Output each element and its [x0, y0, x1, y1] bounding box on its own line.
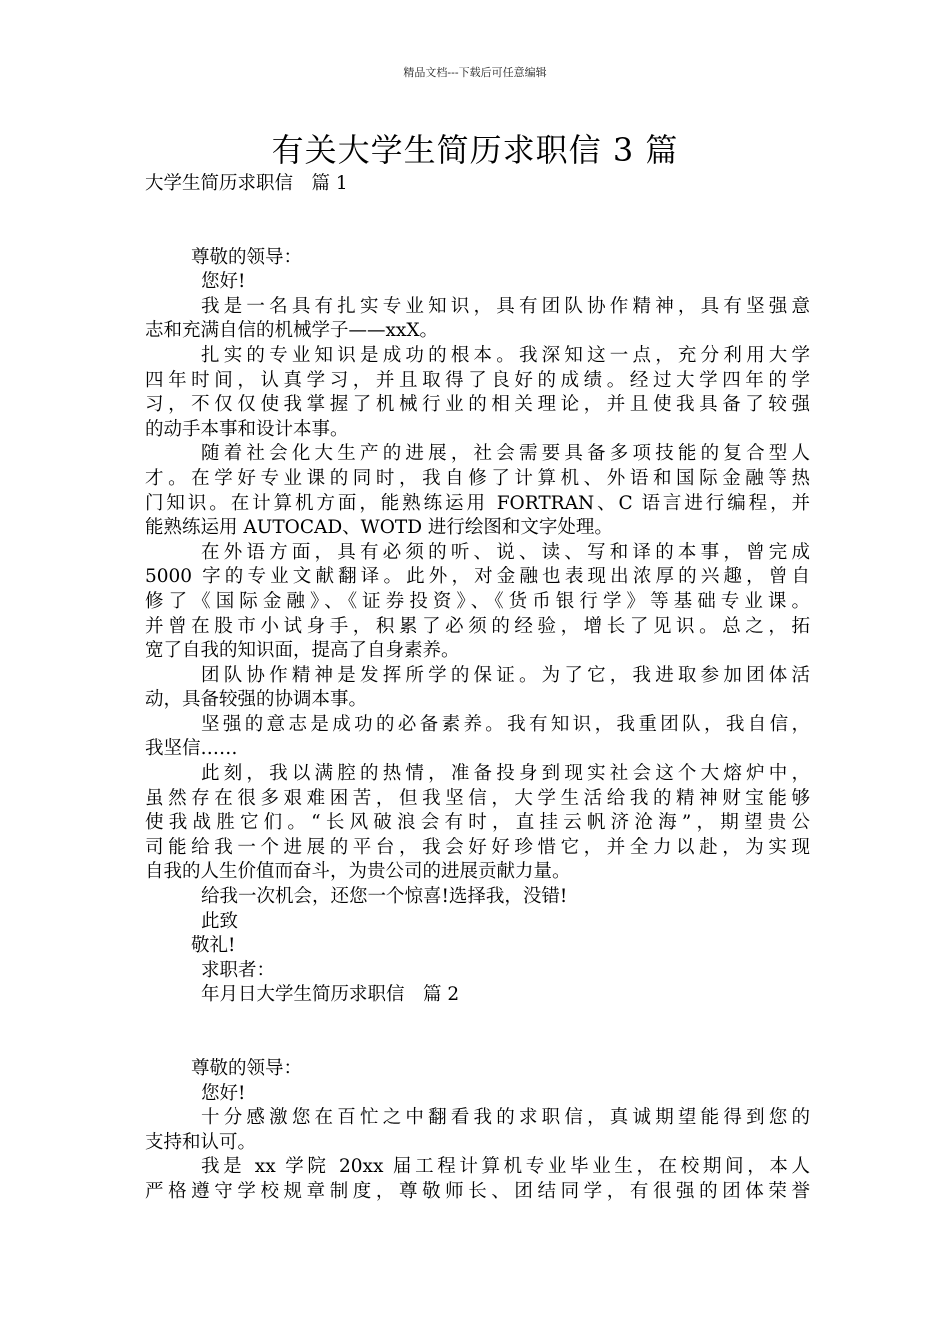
- body-line: 司能给我一个进展的平台，我会好好珍惜它，并全力以赴，为实现: [145, 836, 810, 858]
- greeting: 尊敬的领导：: [191, 246, 303, 268]
- body-line: 习，不仅仅使我掌握了机械行业的相关理论，并且使我具备了较强: [145, 394, 810, 416]
- body-line: 并曾在股市小试身手，积累了必须的经验，增长了见识。总之，拓: [145, 615, 810, 637]
- body-line: 我坚信……: [145, 738, 238, 760]
- body-line: 才。在学好专业课的同时，我自修了计算机、外语和国际金融等热: [145, 467, 810, 489]
- body-line: 使我战胜它们。“长风破浪会有时，直挂云帆济沧海”，期望贵公: [145, 812, 810, 834]
- body-line: 我是一名具有扎实专业知识，具有团队协作精神，具有坚强意: [201, 295, 810, 317]
- blank-space: [145, 197, 810, 246]
- body-line: 动，具备较强的协调本事。: [145, 689, 368, 711]
- page-header-watermark: 精品文档---下载后可任意编辑: [403, 66, 547, 79]
- salutation: 您好!: [201, 271, 246, 293]
- body-line: 在外语方面，具有必须的听、说、读、写和译的本事，曾完成: [201, 541, 810, 563]
- body-line: 5000 字的专业文献翻译。此外，对金融也表现出浓厚的兴趣，曾自: [145, 566, 810, 588]
- body-line: 严格遵守学校规章制度，尊敬师长、团结同学，有很强的团体荣誉: [145, 1180, 810, 1202]
- body-line: 自我的人生价值而奋斗，为贵公司的进展贡献力量。: [145, 861, 571, 883]
- greeting: 尊敬的领导：: [191, 1058, 303, 1079]
- closing-line: 敬礼!: [191, 935, 236, 957]
- body-line: 随着社会化大生产的进展，社会需要具备多项技能的复合型人: [201, 443, 810, 465]
- closing-line: 此致: [201, 910, 239, 932]
- document-title: 有关大学生简历求职信 3 篇: [271, 131, 679, 169]
- signer-line: 求职者：: [201, 959, 276, 981]
- document-body: [145, 172, 810, 1205]
- body-line: 扎实的专业知识是成功的根本。我深知这一点，充分利用大学: [201, 344, 810, 366]
- date-and-section-heading: 年月日大学生简历求职信 篇 2: [201, 984, 460, 1006]
- body-line: 四年时间，认真学习，并且取得了良好的成绩。经过大学四年的学: [145, 369, 810, 391]
- body-line: 宽了自我的知识面，提高了自身素养。: [145, 640, 460, 662]
- body-line: 支持和认可。: [145, 1131, 257, 1153]
- salutation: 您好!: [201, 1082, 246, 1104]
- body-line: 能熟练运用 AUTOCAD、WOTD 进行绘图和文字处理。: [145, 517, 613, 539]
- blank-space: [145, 1008, 810, 1057]
- body-line: 十分感激您在百忙之中翻看我的求职信，真诚期望能得到您的: [201, 1107, 810, 1129]
- body-line: 门知识。在计算机方面，能熟练运用 FORTRAN、C 语言进行编程，并: [145, 492, 810, 514]
- body-line: 我是 xx 学院 20xx 届工程计算机专业毕业生，在校期间，本人: [201, 1156, 810, 1178]
- body-line: 团队协作精神是发挥所学的保证。为了它，我进取参加团体活: [201, 664, 810, 686]
- body-line: 虽然存在很多艰难困苦，但我坚信，大学生活给我的精神财宝能够: [145, 787, 810, 809]
- body-line: 坚强的意志是成功的必备素养。我有知识，我重团队，我自信，: [201, 713, 810, 735]
- body-line: 给我一次机会，还您一个惊喜!选择我，没错!: [201, 886, 568, 908]
- body-line: 此刻，我以满腔的热情，准备投身到现实社会这个大熔炉中，: [201, 763, 810, 785]
- body-line: 修了《国际金融》、《证券投资》、《货币银行学》等基础专业课。: [145, 590, 810, 612]
- section-heading: 大学生简历求职信 篇 1: [145, 173, 348, 194]
- body-line: 志和充满自信的机械学子——xxX。: [145, 320, 439, 342]
- body-line: 的动手本事和设计本事。: [145, 418, 349, 440]
